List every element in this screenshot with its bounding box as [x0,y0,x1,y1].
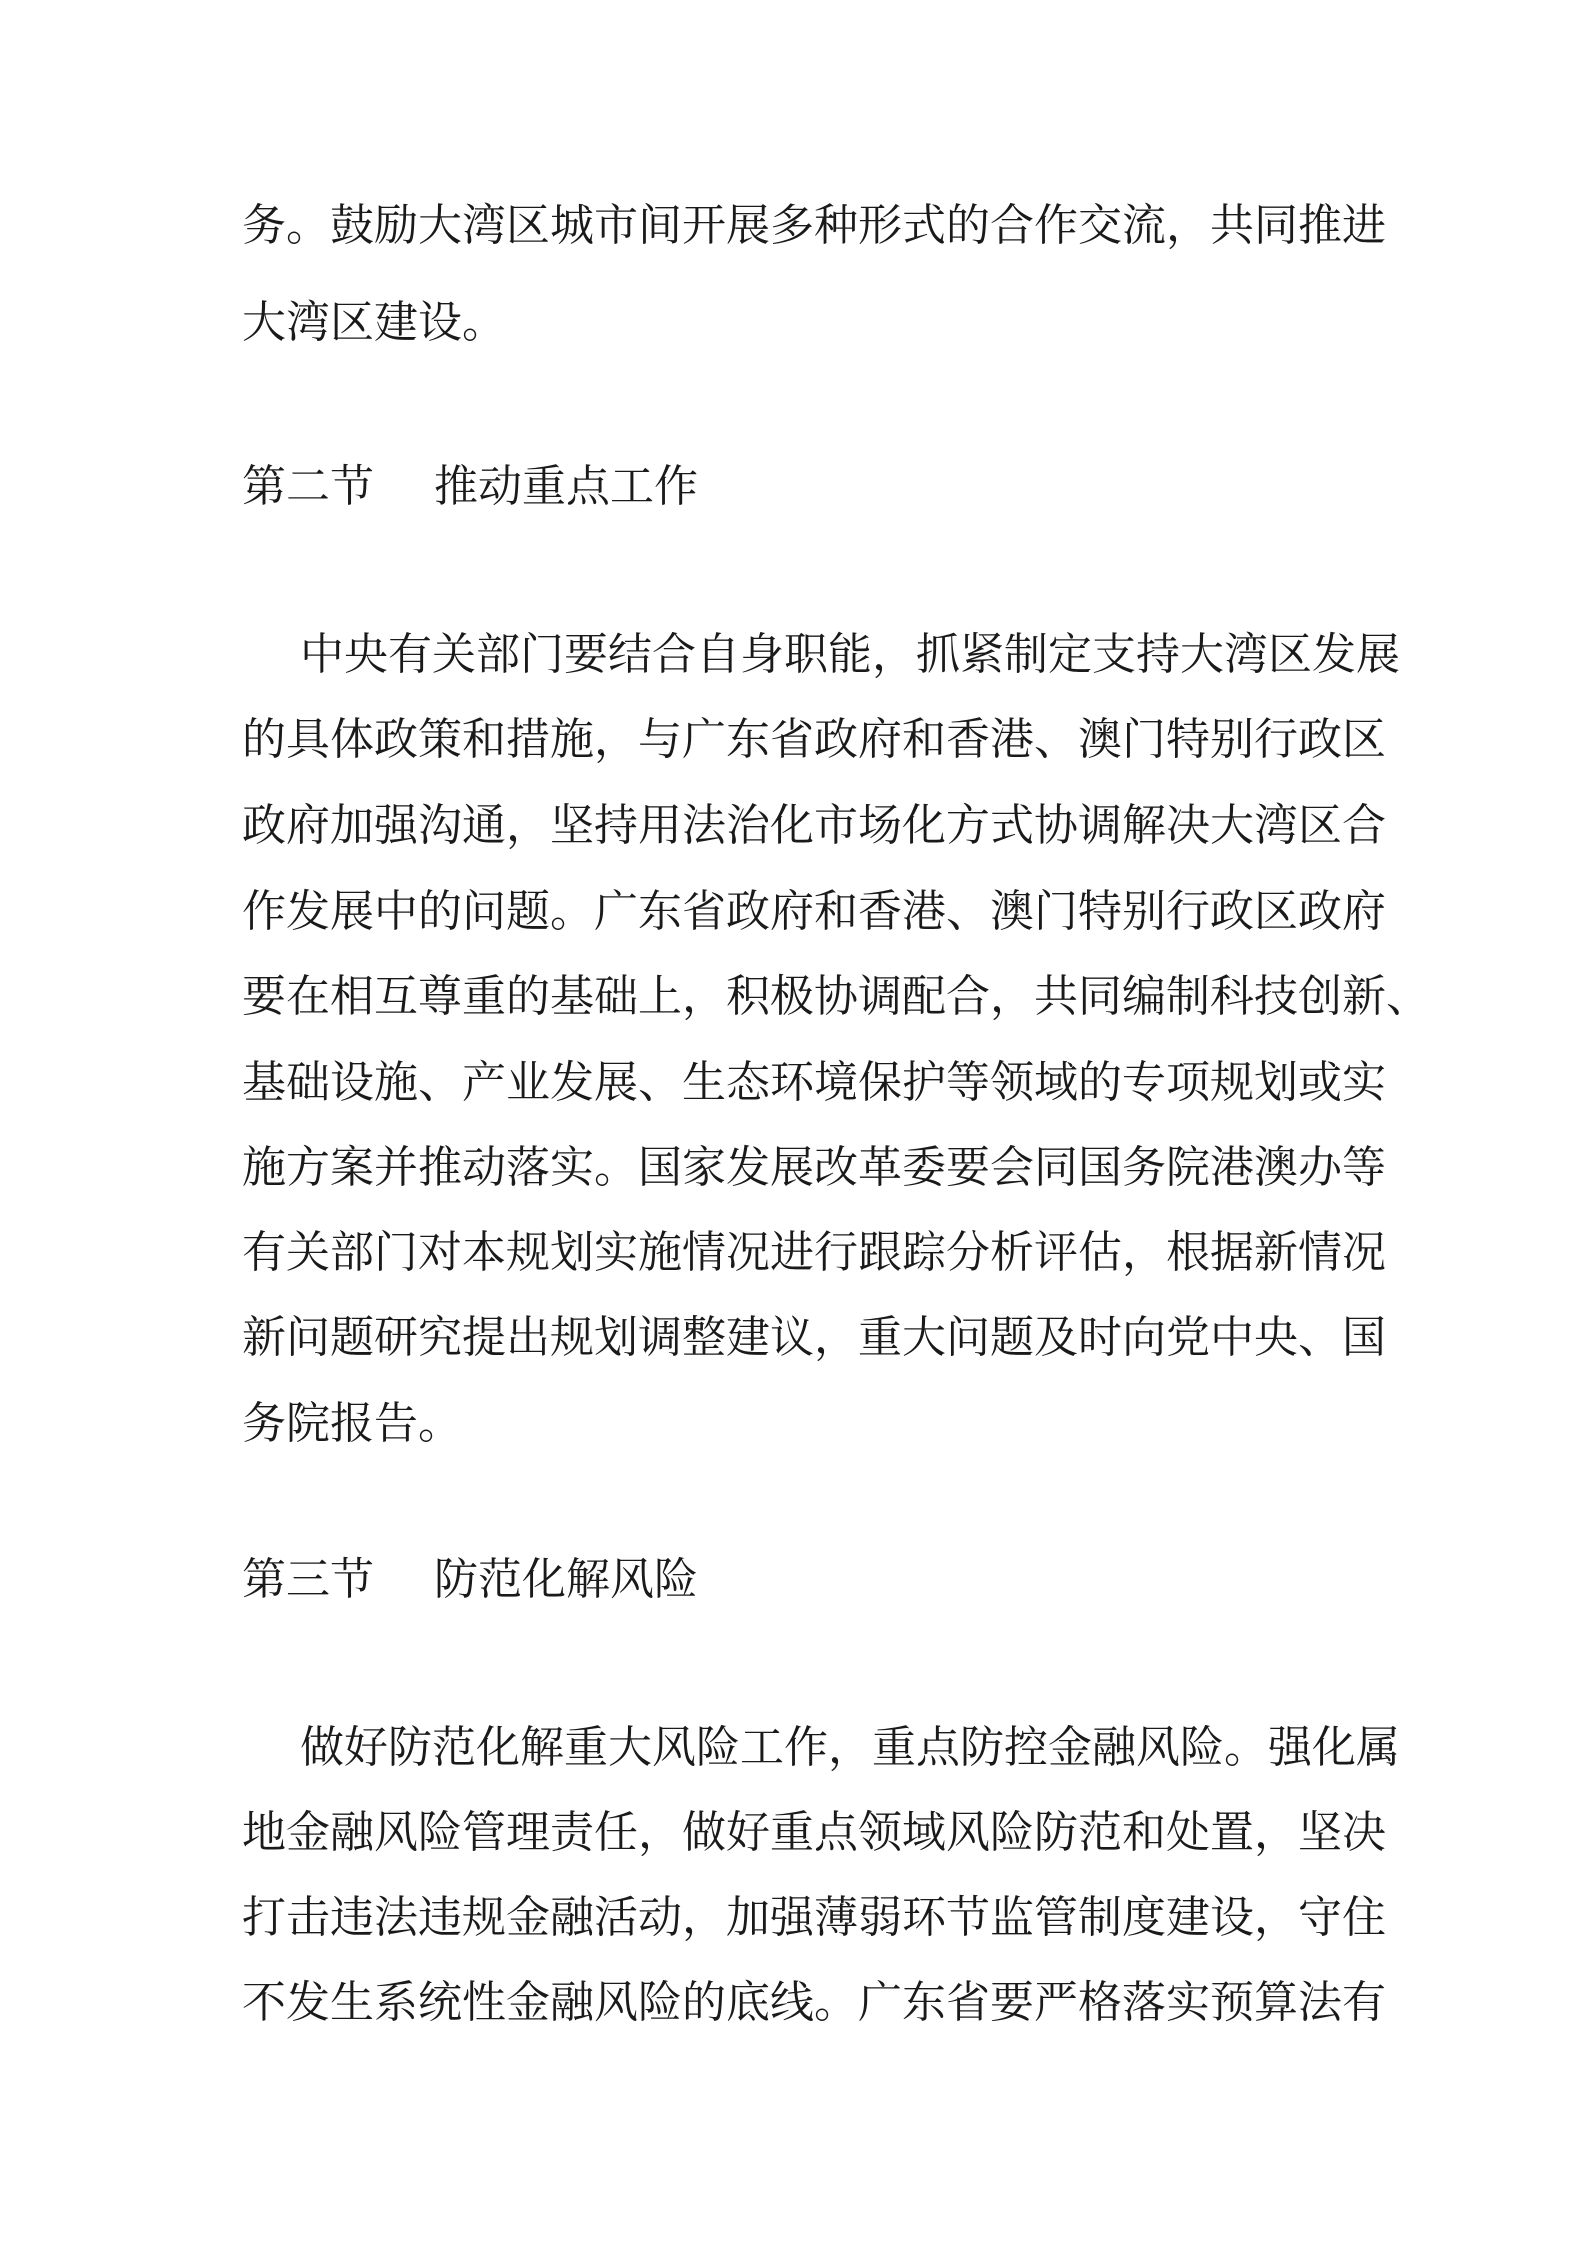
line-text: 基础设施、产业发展、生态环境保护等领域的专项规划或实 [242,1057,1386,1108]
paragraph-line [0,1223,1587,1283]
line-text: 有关部门对本规划实施情况进行跟踪分析评估，根据新情况 [242,1227,1386,1278]
paragraph-line [0,196,1587,256]
paragraph-line [0,1973,1587,2033]
paragraph-line [0,625,1587,685]
paragraph-line [0,1308,1587,1368]
line-text: 不发生系统性金融风险的底线。广东省要严格落实预算法有 [242,1977,1386,2028]
paragraph-line [0,1803,1587,1863]
paragraph-line [0,967,1587,1027]
line-text: 新问题研究提出规划调整建议，重大问题及时向党中央、国 [242,1312,1386,1363]
line-text: 务。鼓励大湾区城市间开展多种形式的合作交流，共同推进 [242,200,1386,251]
line-text: 大湾区建设。 [242,297,506,348]
line-text: 政府加强沟通，坚持用法治化市场化方式协调解决大湾区合 [242,800,1386,851]
paragraph-line [0,882,1587,942]
line-text: 的具体政策和措施，与广东省政府和香港、澳门特别行政区 [242,714,1386,765]
line-text: 打击违法违规金融活动，加强薄弱环节监管制度建设，守住 [242,1892,1386,1943]
section-title: 防范化解风险 [434,1554,698,1605]
paragraph-line [0,293,1587,353]
paragraph-line [0,1138,1587,1198]
line-text: 施方案并推动落实。国家发展改革委要会同国务院港澳办等 [242,1142,1386,1193]
paragraph-line [0,1394,1587,1454]
paragraph-line [0,796,1587,856]
paragraph-line [0,1053,1587,1113]
line-text: 务院报告。 [242,1398,462,1449]
line-text: 要在相互尊重的基础上，积极协调配合，共同编制科技创新、 [242,971,1430,1022]
section-number: 第二节 [242,461,374,512]
line-text: 作发展中的问题。广东省政府和香港、澳门特别行政区政府 [242,886,1386,937]
paragraph-line [0,710,1587,770]
line-text: 中央有关部门要结合自身职能，抓紧制定支持大湾区发展 [300,629,1400,680]
line-text: 做好防范化解重大风险工作，重点防控金融风险。强化属 [300,1722,1400,1773]
paragraph-line [0,1888,1587,1948]
line-text: 地金融风险管理责任，做好重点领域风险防范和处置，坚决 [242,1807,1386,1858]
section-title: 推动重点工作 [434,461,698,512]
section-heading [242,457,698,517]
paragraph-line [0,1718,1587,1778]
section-heading [242,1550,698,1610]
section-number: 第三节 [242,1554,374,1605]
